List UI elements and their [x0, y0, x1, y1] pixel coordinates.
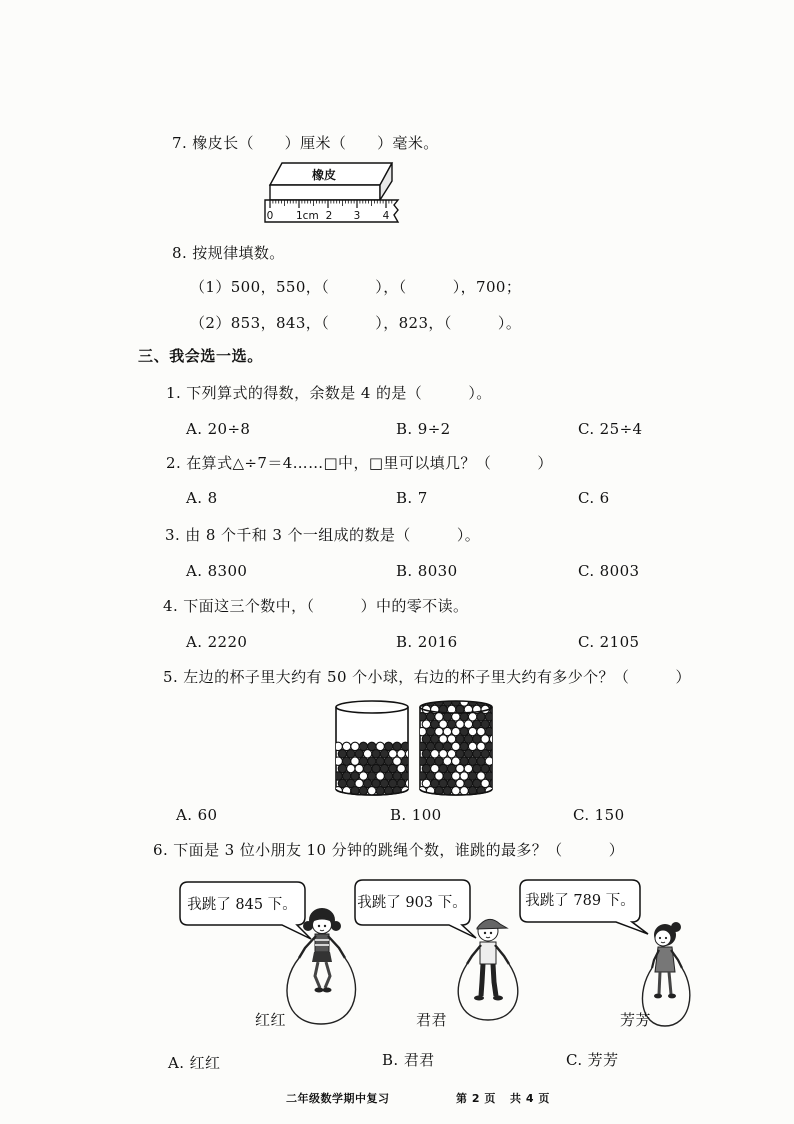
child-name-2: 君君 [416, 1011, 448, 1029]
question-4-option-c: C. 2105 [578, 633, 640, 651]
question-5-options [0, 806, 794, 824]
eraser-label: 橡皮 [311, 168, 337, 182]
left-cup-balls [334, 742, 414, 795]
question-6-option-a: A. 红红 [168, 1054, 221, 1072]
question-3-options [0, 562, 794, 580]
question-1-option-a: A. 20÷8 [186, 420, 251, 438]
question-3-stem: 3. 由 8 个千和 3 个一组成的数是（ ）。 [165, 526, 481, 544]
speech-bubble-1-text: 我跳了 845 下。 [187, 897, 297, 913]
eraser-front-face [270, 185, 380, 200]
eraser-illustration [270, 163, 392, 200]
question-8-item-1: （1）500，550，（ ），（ ），700； [190, 278, 522, 296]
question-4-option-b: B. 2016 [396, 633, 458, 651]
ruler-label-1cm: 1cm [296, 210, 319, 222]
part-3-heading: 三、我会选一选。 [138, 347, 263, 365]
question-4-option-a: A. 2220 [186, 633, 248, 651]
speech-bubble-2 [355, 880, 476, 938]
speech-bubble-3 [520, 880, 648, 934]
ball [359, 742, 367, 750]
eraser-on-ruler-illustration [260, 155, 405, 227]
cups-of-balls-illustration [330, 695, 500, 800]
ruler-label-2: 2 [325, 210, 333, 222]
question-8-title: 8. 按规律填数。 [172, 244, 285, 262]
ruler-label-4: 4 [382, 210, 390, 222]
question-8-item-2: （2）853，843，（ ），823，（ ）。 [190, 314, 522, 332]
question-5-option-c: C. 150 [573, 806, 625, 824]
ball [393, 742, 401, 750]
footer-page-total: 共 4 页 [510, 1092, 550, 1105]
child-name-1: 红红 [255, 1011, 287, 1029]
ball [452, 698, 460, 706]
question-1-option-c: C. 25÷4 [578, 420, 643, 438]
question-2-option-c: C. 6 [578, 489, 610, 507]
question-3-option-a: A. 8300 [186, 562, 248, 580]
question-3-option-c: C. 8003 [578, 562, 640, 580]
footer-title: 二年级数学期中复习 [286, 1092, 390, 1105]
ball [384, 742, 392, 750]
speech-bubble-1 [180, 882, 311, 939]
question-1-options [0, 420, 794, 438]
question-5-option-b: B. 100 [390, 806, 442, 824]
right-cup [418, 698, 498, 795]
question-4-options [0, 633, 794, 651]
speech-bubble-3-text: 我跳了 789 下。 [525, 893, 635, 909]
speech-bubble-2-text: 我跳了 903 下。 [357, 895, 467, 911]
footer-page-number: 第 2 页 [456, 1092, 496, 1105]
question-5-stem: 5. 左边的杯子里大约有 50 个小球，右边的杯子里大约有多少个？（ ） [163, 668, 691, 686]
ball [368, 742, 376, 750]
jump-rope [458, 964, 518, 1020]
question-3-option-b: B. 8030 [396, 562, 458, 580]
ruler-label-0: 0 [266, 210, 274, 222]
question-2-option-a: A. 8 [186, 489, 218, 507]
question-1-stem: 1. 下列算式的得数，余数是 4 的是（ ）。 [166, 384, 492, 402]
ruler-illustration [265, 200, 398, 222]
ball [376, 742, 384, 750]
left-cup [334, 701, 414, 795]
question-6-option-c: C. 芳芳 [566, 1051, 619, 1069]
child-name-3: 芳芳 [620, 1011, 652, 1029]
question-6-stem: 6. 下面是 3 位小朋友 10 分钟的跳绳个数，谁跳的最多？（ ） [153, 841, 625, 859]
question-6-option-b: B. 君君 [382, 1051, 435, 1069]
question-5-option-a: A. 60 [176, 806, 218, 824]
question-7-text: 7. 橡皮长（ ）厘米（ ）毫米。 [172, 134, 439, 152]
question-4-stem: 4. 下面这三个数中，（ ）中的零不读。 [163, 597, 469, 615]
jump-rope-illustration [170, 872, 700, 1032]
question-2-option-b: B. 7 [396, 489, 428, 507]
question-2-stem: 2. 在算式△÷7＝4……□中，□里可以填几？（ ） [166, 454, 553, 472]
question-1-option-b: B. 9÷2 [396, 420, 451, 438]
ball [342, 742, 350, 750]
question-2-options [0, 489, 794, 507]
ball [351, 742, 359, 750]
ruler-label-3: 3 [353, 210, 361, 222]
